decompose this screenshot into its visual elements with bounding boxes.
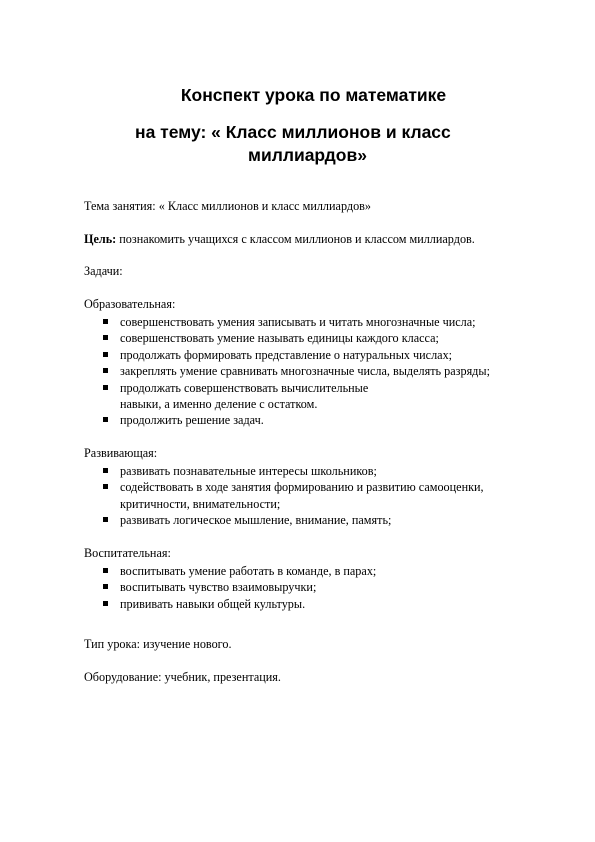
lesson-type-line: Тип урока: изучение нового. (84, 637, 232, 651)
section-heading-developing: Развивающая: (84, 446, 158, 460)
list-item: воспитывать умение работать в команде, в парах; (84, 563, 554, 579)
list-item: воспитывать чувство взаимовыручки; (84, 579, 554, 595)
square-bullet-icon (103, 417, 108, 422)
list-item: закреплять умение сравнивать многозначные числа, выделять разряды; (84, 363, 554, 379)
square-bullet-icon (103, 468, 108, 473)
square-bullet-icon (103, 601, 108, 606)
list-item: прививать навыки общей культуры. (84, 596, 554, 612)
list-item: совершенствовать умения записывать и читать многозначные числа; (84, 314, 554, 330)
list-item: продолжать формировать представление о натуральных числах; (84, 347, 554, 363)
square-bullet-icon (103, 352, 108, 357)
bullet-list-upbringing (84, 563, 554, 612)
square-bullet-icon (103, 568, 108, 573)
goal-line (84, 232, 554, 247)
square-bullet-icon (103, 368, 108, 373)
bullet-list-educational (84, 314, 554, 429)
topic-line: Тема занятия: « Класс миллионов и класс миллиардов» (84, 199, 372, 213)
document-subtitle-line1: на тему: « Класс миллионов и класс (135, 122, 451, 142)
bullet-list-developing (84, 463, 554, 529)
document-title: Конспект урока по математике (180, 85, 447, 105)
equipment-line: Оборудование: учебник, презентация. (84, 670, 281, 684)
square-bullet-icon (103, 385, 108, 390)
list-item: развивать логическое мышление, внимание, память; (84, 512, 554, 528)
square-bullet-icon (103, 584, 108, 589)
list-item: продолжить решение задач. (84, 412, 554, 428)
square-bullet-icon (103, 517, 108, 522)
list-item: продолжать совершенствовать вычислительные навыки, а именно деление с остатком. (84, 380, 554, 413)
list-item: совершенствовать умение называть единицы каждого класса; (84, 330, 554, 346)
tasks-heading: Задачи: (84, 264, 123, 278)
list-item: содействовать в ходе занятия формированию и развитию самооценки, критичности, внимательности; (84, 479, 554, 512)
section-heading-upbringing: Воспитательная: (84, 546, 171, 560)
document-subtitle-line2: миллиардов» (248, 145, 367, 165)
goal-label: Цель: (84, 232, 117, 246)
section-heading-educational: Образовательная: (84, 297, 176, 311)
goal-text: познакомить учащихся с классом миллионов и классом миллиардов. (116, 232, 475, 246)
square-bullet-icon (103, 335, 108, 340)
list-item: развивать познавательные интересы школьников; (84, 463, 554, 479)
square-bullet-icon (103, 319, 108, 324)
square-bullet-icon (103, 484, 108, 489)
